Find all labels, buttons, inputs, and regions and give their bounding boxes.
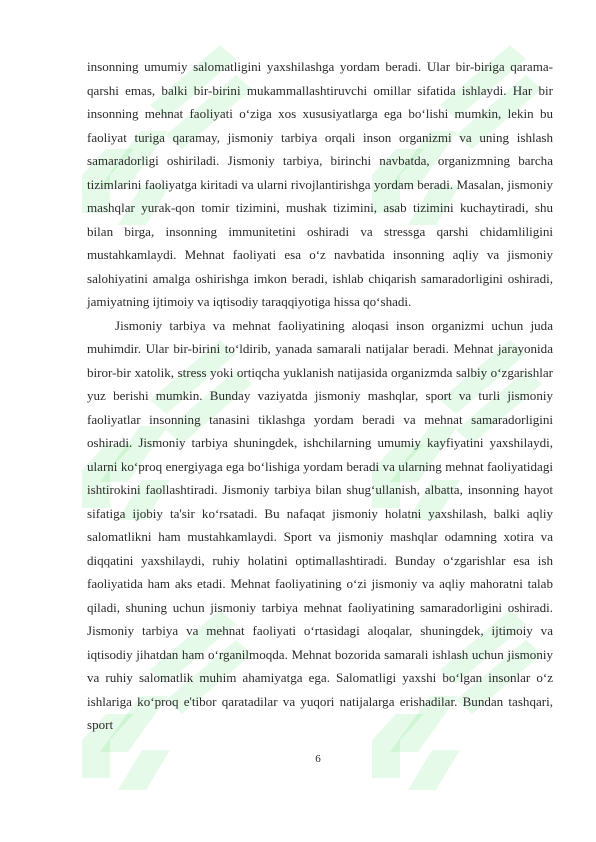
body-text: [87, 55, 553, 737]
paragraph: Jismoniy tarbiya va mehnat faoliyatining aloqasi inson organizmi uchun juda muhimdir. Ular bir-birini to‘ldirib, yanada samarali natijalar beradi. Mehnat jarayonida biror-bir xatolik, stress yoki ortiqcha yuklanish natijasida organizmda salbiy o‘zgarishlar yuz berishi mumkin. Bunday vaziyatda jismoniy mashqlar, sport va turli jismoniy faoliyatlar insonning tanasini tiklashga yordam beradi va mehnat samaradorligini oshiradi. Jismoniy tarbiya shuningdek, ishchilarning umumiy kayfiyatini yaxshilaydi, ularni ko‘proq energiyaga ega bo‘lishiga yordam beradi va ularning mehnat faoliyatidagi ishtirokini faollashtiradi. Jismoniy tarbiya bilan shug‘ullanish, albatta, insonning hayot sifatiga ijobiy ta'sir ko‘rsatadi. Bu nafaqat jismoniy holatni yaxshilash, balki aqliy salomatlikni ham mustahkamlaydi. Sport va jismoniy mashqlar odamning xotira va diqqatini yaxshilaydi, ruhiy holatini optimallashtiradi. Bunday o‘zgarishlar esa ish faoliyatida ham aks etadi. Mehnat faoliyatining o‘zi jismoniy va aqliy mahoratni talab qiladi, shuning uchun jismoniy tarbiya mehnat faoliyatining samaradorligini oshiradi. Jismoniy tarbiya va mehnat faoliyati o‘rtasidagi aloqalar, shuningdek, ijtimoiy va iqtisodiy jihatdan ham o‘rganilmoqda. Mehnat bozorida samarali ishlash uchun jismoniy va ruhiy salomatlik muhim ahamiyatga ega. Salomatligi yaxshi bo‘lgan insonlar o‘z ishlariga ko‘proq e'tibor qaratadilar va yuqori natijalarga erishadilar. Bundan tashqari, sport: [87, 317, 553, 733]
page-number: 6: [315, 753, 321, 765]
paragraph-continued: insonning umumiy salomatligini yaxshilashga yordam beradi. Ular bir-biriga qarama-qarshi emas, balki bir-birini mukammallashtiruvchi omillar sifatida ishlaydi. Har bir insonning mehnat faoliyati o‘ziga xos xususiyatlarga ega bo‘lishi mumkin, lekin bu faoliyat turiga qaramay, jismoniy tarbiya orqali inson organizmi va uning ishlash samaradorligi oshiriladi. Jismoniy tarbiya, birinchi navbatda, organizmning barcha tizimlarini faoliyatga kiritadi va ularni rivojlantirishga yordam beradi. Masalan, jismoniy mashqlar yurak-qon tomir tizimini, mushak tizimini, asab tizimini kuchaytiradi, shu bilan birga, insonning immunitetini oshiradi va stressga qarshi chidamliligini mustahkamlaydi. Mehnat faoliyati esa o‘z navbatida insonning aqliy va jismoniy salohiyatini amalga oshirishga imkon beradi, ishlab chiqarish samaradorligini oshiradi, jamiyatning ijtimoiy va iqtisodiy taraqqiyotiga hissa qo‘shadi.: [87, 59, 553, 310]
